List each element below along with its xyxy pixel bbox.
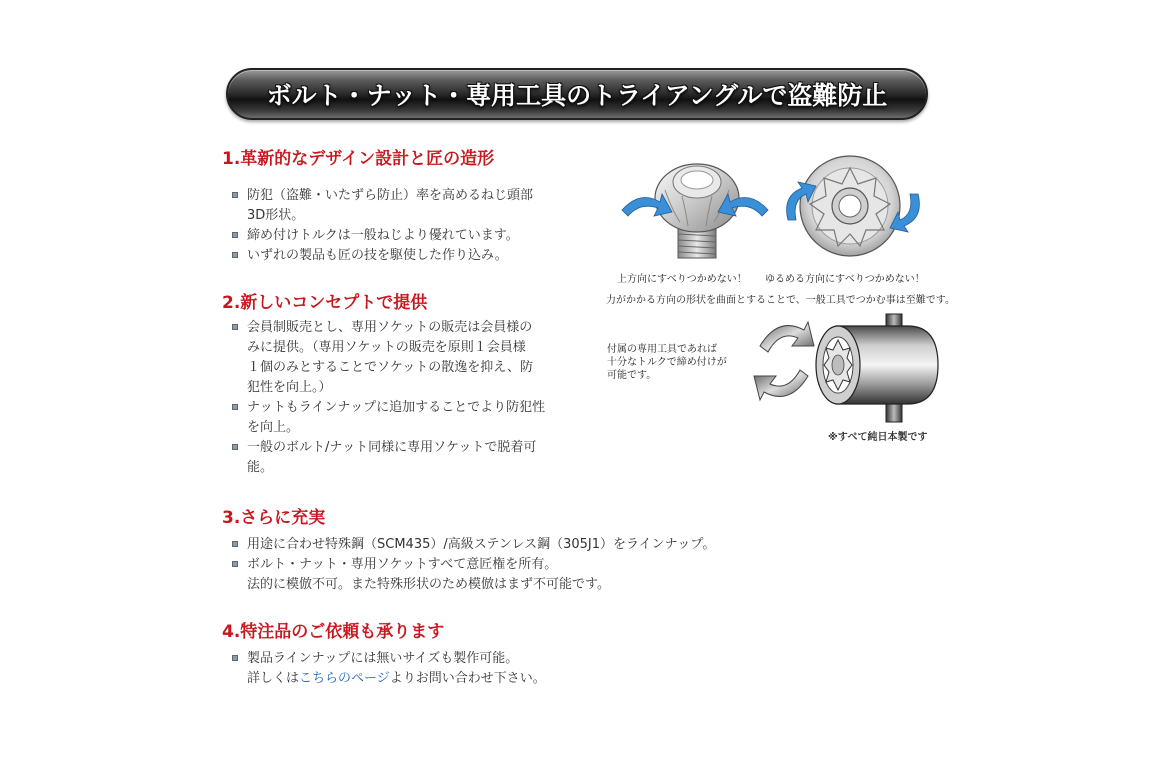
list-item: 防犯（盗難・いたずら防止）率を高めるねじ頭部 3D形状。 [232, 186, 533, 226]
bullet-icon [232, 561, 238, 567]
section-2-list [232, 318, 545, 478]
nut-illustration [780, 150, 925, 265]
bullet-icon [232, 541, 238, 547]
bolt-illustration [620, 150, 770, 265]
bullet-icon [232, 192, 238, 198]
caption-made-in-japan: ※すべて純日本製です [828, 432, 928, 443]
title-banner [226, 68, 928, 120]
caption-nut: ゆるめる方向にすべりつかめない！ [765, 274, 925, 285]
rotation-arrows-icon [754, 322, 814, 400]
contact-page-link[interactable]: こちらのページ [299, 671, 390, 686]
list-item: 会員制販売とし、専用ソケットの販売は会員様の みに提供。（専用ソケットの販売を原則１会員様 １個のみとすることでソケットの散逸を抑え、防 犯性を向上。） [232, 318, 545, 398]
bullet-icon [232, 655, 238, 661]
section-4-list [232, 649, 546, 689]
bullet-icon [232, 324, 238, 330]
bullet-icon [232, 444, 238, 450]
list-item: ボルト・ナット・専用ソケットすべて意匠権を所有。 法的に模倣不可。また特殊形状のため模倣はまず不可能です。 [232, 555, 715, 595]
caption-socket: 付属の専用工具であれば 十分なトルクで締め付けが 可能です。 [607, 344, 727, 381]
list-item: 一般のボルト/ナット同様に専用ソケットで脱着可 能。 [232, 438, 545, 478]
section-4-title: 4.特注品のご依頼も承ります [222, 622, 445, 642]
list-item: 締め付けトルクは一般ねじより優れています。 [232, 226, 533, 246]
list-item: 用途に合わせ特殊鋼（SCM435）/高級ステンレス鋼（305J1）をラインナップ。 [232, 535, 715, 555]
caption-shape: 力がかかる方向の形状を曲面とすることで、一般工具でつかむ事は至難です。 [606, 295, 955, 306]
socket-illustration [748, 312, 943, 424]
list-item: ナットもラインナップに追加することでより防犯性 を向上。 [232, 398, 545, 438]
bullet-icon [232, 404, 238, 410]
section-1-list [232, 186, 533, 266]
section-1-title: 1.革新的なデザイン設計と匠の造形 [222, 149, 495, 169]
bullet-icon [232, 252, 238, 258]
section-3-title: 3.さらに充実 [222, 508, 326, 528]
bullet-icon [232, 232, 238, 238]
banner-title: ボルト・ナット・専用工具のトライアングルで盗難防止 [266, 81, 888, 110]
section-2-title: 2.新しいコンセプトで提供 [222, 293, 428, 313]
caption-bolt: 上方向にすべりつかめない！ [617, 274, 747, 285]
list-item: いずれの製品も匠の技を駆使した作り込み。 [232, 246, 533, 266]
section-3-list [232, 535, 715, 595]
list-item: 製品ラインナップには無いサイズも製作可能。 詳しくはこちらのページよりお問い合わせ下さい。 [232, 649, 546, 689]
